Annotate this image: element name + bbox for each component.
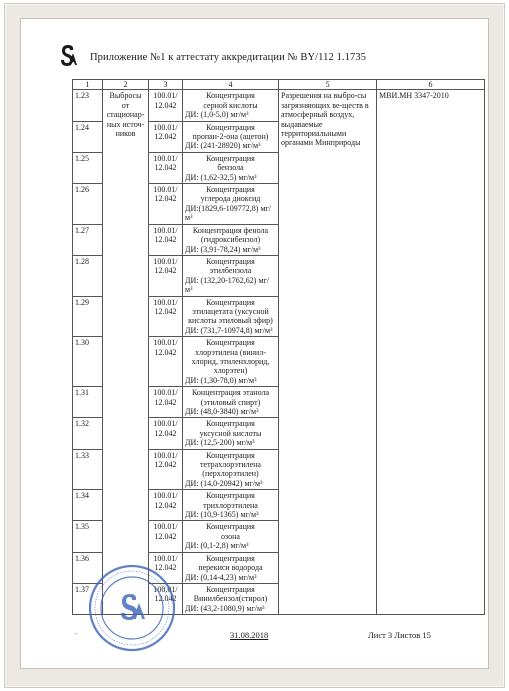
substance-name: серной кислоты: [203, 100, 258, 110]
characteristic-label: Концентрация: [206, 584, 255, 594]
code-cell: 100.01/ 12.042: [149, 552, 183, 583]
substance-name: озона: [221, 531, 240, 541]
measurement-range: ДИ: (1,62-32,5) мг/м³: [185, 172, 257, 182]
substance-name: бензола: [217, 163, 244, 173]
substance-name: тетрахлорэтилена (перхлорэтилен): [200, 460, 261, 479]
table-body: [73, 90, 485, 615]
row-number: 1.31: [73, 387, 103, 418]
characteristic-label: Концентрация: [206, 185, 255, 195]
row-number: 1.28: [73, 255, 103, 296]
footer-date: 31.08.2018: [230, 630, 269, 640]
table-header-row: [73, 80, 485, 90]
measurement-range: ДИ: (241-28920) мг/м³: [185, 141, 261, 151]
characteristic-label: Концентрация этанола: [191, 388, 269, 398]
characteristic-cell: [183, 255, 279, 296]
code-cell: 100.01/ 12.042: [149, 121, 183, 152]
code-cell: 100.01/ 12.042: [149, 583, 183, 614]
row-number: 1.34: [73, 490, 103, 521]
footer-sheet-number: Лист 3 Листов 15: [368, 630, 431, 640]
row-number: 1.25: [73, 152, 103, 183]
substance-name: Винилбензол(стирол): [193, 594, 268, 604]
characteristic-label: Концентрация: [206, 522, 255, 532]
measurement-range: ДИ: (12,5-200) мг/м³: [185, 438, 255, 448]
object-type-cell: Выбросы от стационар-ных источ-ников: [103, 90, 149, 615]
column-number-6: 6: [377, 80, 485, 90]
characteristic-label: Концентрация: [206, 153, 255, 163]
substance-name: трихлорэтилена: [203, 500, 258, 510]
characteristic-label: Концентрация: [206, 256, 255, 266]
measurement-range: ДИ: (3,91-78,24) мг/м³: [185, 244, 261, 254]
row-number: 1.27: [73, 224, 103, 255]
measurement-range: ДИ: (0,14-4,23) мг/м³: [185, 572, 257, 582]
row-number: 1.36: [73, 552, 103, 583]
accreditation-logo-icon: [58, 43, 78, 69]
row-number: 1.37: [73, 583, 103, 614]
row-number: 1.24: [73, 121, 103, 152]
code-cell: 100.01/ 12.042: [149, 449, 183, 490]
characteristic-label: Концентрация: [206, 553, 255, 563]
measurement-range: ДИ: (731,7-10974,8) мг/м³: [185, 325, 273, 335]
code-cell: 100.01/ 12.042: [149, 387, 183, 418]
substance-name: (гидроксибензол): [200, 235, 261, 245]
characteristic-cell: [183, 552, 279, 583]
measurement-range: ДИ: (10,9-1365) мг/м³: [185, 510, 259, 520]
measurement-range: ДИ: (132,20-1762,62) мг/м³: [185, 275, 270, 295]
substance-name: этилбензола: [209, 266, 252, 276]
characteristic-cell: [183, 583, 279, 614]
row-number: 1.33: [73, 449, 103, 490]
code-cell: 100.01/ 12.042: [149, 184, 183, 225]
column-number-4: 4: [183, 80, 279, 90]
characteristic-label: Концентрация: [206, 122, 255, 132]
footer-mark: ~: [74, 632, 78, 638]
measurement-range: ДИ: (14,0-20942) мг/м³: [185, 478, 263, 488]
characteristic-cell: [183, 121, 279, 152]
code-cell: 100.01/ 12.042: [149, 224, 183, 255]
measurement-range: ДИ: (0,1-2,8) мг/м³: [185, 541, 249, 551]
requirements-document-cell: Разрешения на выбро-сы загрязняющих ве-ществ в атмосферный воздух, выдаваемые территориальными органами Минприроды: [279, 90, 377, 615]
characteristic-cell: [183, 337, 279, 387]
measurement-range: ДИ: (1,0-5,0) мг/м³: [185, 110, 249, 120]
characteristic-cell: [183, 387, 279, 418]
row-number: 1.30: [73, 337, 103, 387]
column-number-1: 1: [73, 80, 103, 90]
code-cell: 100.01/ 12.042: [149, 296, 183, 337]
substance-name: хлорэтилена (винил-хлорид, этиленхлорид, хлорэтен): [191, 347, 270, 376]
measurement-range: ДИ: (48,0-3840) мг/м³: [185, 407, 259, 416]
substance-name: перекиси водорода: [198, 563, 263, 573]
characteristic-label: Концентрация: [206, 491, 255, 501]
characteristic-cell: [183, 521, 279, 552]
row-number: 1.29: [73, 296, 103, 337]
characteristic-label: Концентрация: [206, 91, 255, 101]
column-number-5: 5: [279, 80, 377, 90]
code-cell: 100.01/ 12.042: [149, 255, 183, 296]
row-number: 1.35: [73, 521, 103, 552]
measurement-range: ДИ: (1,30-78,0) мг/м³: [185, 375, 257, 385]
measurement-range: ДИ: (43,2-1080,9) мг/м³: [185, 603, 265, 613]
characteristic-cell: [183, 184, 279, 225]
code-cell: 100.01/ 12.042: [149, 490, 183, 521]
substance-name: этилацетата (уксусной кислоты этиловый эфир): [188, 306, 273, 326]
substance-name: уксусной кислоты: [199, 428, 262, 438]
code-cell: 100.01/ 12.042: [149, 90, 183, 121]
round-seal-stamp: [86, 562, 178, 654]
characteristic-cell: [183, 90, 279, 121]
method-document-cell: МВИ.МН 3347-2010: [377, 90, 485, 615]
code-cell: 100.01/ 12.042: [149, 418, 183, 449]
characteristic-cell: [183, 449, 279, 490]
column-number-3: 3: [149, 80, 183, 90]
document-header-title: Приложение №1 к аттестату аккредитации № BY/112 1.1735: [90, 52, 367, 63]
characteristic-cell: [183, 224, 279, 255]
characteristic-cell: [183, 418, 279, 449]
substance-name: пропан-2-она (ацетон): [192, 132, 269, 142]
characteristic-label: Концентрация: [206, 419, 255, 429]
accreditation-scope-table: [72, 79, 485, 615]
table-row: [73, 90, 485, 121]
characteristic-label: Концентрация фенола: [192, 225, 269, 235]
characteristic-cell: [183, 490, 279, 521]
characteristic-label: Концентрация: [206, 297, 255, 307]
characteristic-label: Концентрация: [206, 450, 255, 460]
row-number: 1.23: [73, 90, 103, 121]
row-number: 1.32: [73, 418, 103, 449]
measurement-range: ДИ:(1829,6-109772,8) мг/м³: [185, 203, 272, 223]
code-cell: 100.01/ 12.042: [149, 337, 183, 387]
row-number: 1.26: [73, 184, 103, 225]
substance-name: углерода диоксид: [200, 194, 261, 204]
code-cell: 100.01/ 12.042: [149, 152, 183, 183]
characteristic-cell: [183, 152, 279, 183]
characteristic-label: Концентрация: [206, 338, 255, 348]
substance-name: (этиловый спирт): [200, 397, 261, 407]
code-cell: 100.01/ 12.042: [149, 521, 183, 552]
characteristic-cell: [183, 296, 279, 337]
column-number-2: 2: [103, 80, 149, 90]
